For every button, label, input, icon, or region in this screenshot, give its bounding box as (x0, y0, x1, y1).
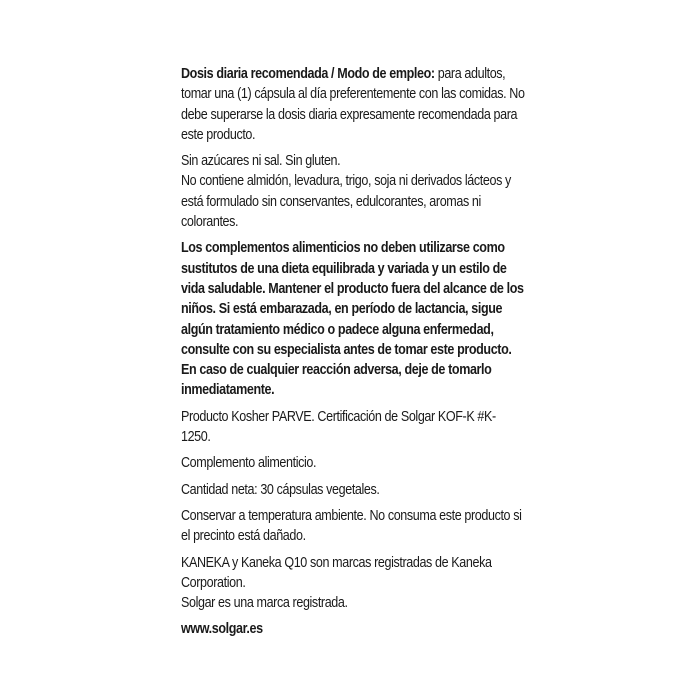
net-quantity: Cantidad neta: 30 cápsulas vegetales. (181, 481, 380, 498)
dosage-text: para adultos, tomar una (1) cápsula al día preferentemente con las comidas. No debe superarse la dosis diaria expresamente recomendada para este producto. (181, 66, 525, 143)
product-type: Complemento alimenticio. (181, 455, 317, 472)
free-from-line-2: No contiene almidón, levadura, trigo, soja ni derivados lácteos y está formulado sin conservantes, edulcorantes, aromas ni colorantes. (181, 173, 511, 231)
dosage-heading: Dosis diaria recomendada / Modo de empleo: (181, 66, 435, 82)
free-from-line-1: Sin azúcares ni sal. Sin gluten. (181, 153, 341, 170)
dosage-paragraph (181, 64, 525, 145)
website-link[interactable]: www.solgar.es (181, 621, 263, 638)
warning-paragraph: Los complementos alimenticios no deben utilizarse como sustitutos de una dieta equilibrada y variada y un estilo de vida saludable. Mantener el producto fuera del alcance de los niños. Si está embarazada, en período de lactancia, sigue algún tratamiento médico o padece alguna enfermedad, consulte con su especialista antes de tomar este producto. En caso de cualquier reacción adversa, deje de tomarlo inmediatamente. (181, 240, 524, 399)
kosher-certification: Producto Kosher PARVE. Certificación de Solgar KOF-K #K-1250. (181, 408, 496, 446)
trademark-solgar: Solgar es una marca registrada. (181, 595, 348, 612)
product-label-text (181, 64, 525, 646)
trademark-kaneka: KANEKA y Kaneka Q10 son marcas registradas de Kaneka Corporation. (181, 554, 492, 591)
storage-instructions: Conservar a temperatura ambiente. No consuma este producto si el precinto está dañado. (181, 507, 522, 545)
